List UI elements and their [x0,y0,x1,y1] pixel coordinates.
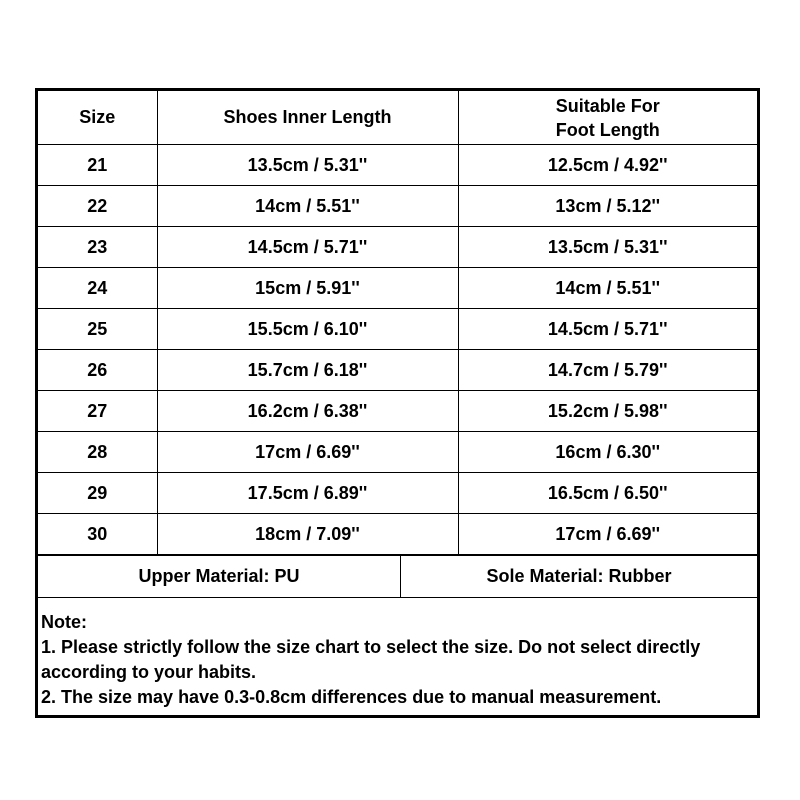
size-cell: 29 [38,473,157,514]
foot-length-cell: 16cm / 6.30'' [458,432,757,473]
header-size: Size [38,91,157,145]
table-row [38,514,757,555]
inner-length-cell: 16.2cm / 6.38'' [157,391,458,432]
size-cell: 30 [38,514,157,555]
material-row [38,555,757,598]
foot-length-cell: 14.7cm / 5.79'' [458,350,757,391]
size-table [38,91,757,555]
header-foot-length-line2: Foot Length [555,119,660,140]
foot-length-cell: 16.5cm / 6.50'' [458,473,757,514]
table-row [38,432,757,473]
sole-material: Sole Material: Rubber [486,566,672,586]
note-line-1-continued: according to your habits. [41,662,257,682]
header-foot-length [458,91,757,145]
foot-length-cell: 13.5cm / 5.31'' [458,227,757,268]
table-row [38,391,757,432]
notes-title: Note: [41,612,87,632]
inner-length-cell: 15.5cm / 6.10'' [157,309,458,350]
table-row [38,268,757,309]
foot-length-cell: 14cm / 5.51'' [458,268,757,309]
inner-length-cell: 14.5cm / 5.71'' [157,227,458,268]
table-header-row [38,91,757,145]
size-chart [35,88,760,718]
size-cell: 27 [38,391,157,432]
inner-length-cell: 15.7cm / 6.18'' [157,350,458,391]
foot-length-cell: 14.5cm / 5.71'' [458,309,757,350]
size-cell: 23 [38,227,157,268]
inner-length-cell: 17cm / 6.69'' [157,432,458,473]
inner-length-cell: 14cm / 5.51'' [157,186,458,227]
size-cell: 28 [38,432,157,473]
size-cell: 21 [38,145,157,186]
size-cell: 25 [38,309,157,350]
table-row [38,227,757,268]
table-row [38,186,757,227]
size-cell: 22 [38,186,157,227]
foot-length-cell: 15.2cm / 5.98'' [458,391,757,432]
foot-length-cell: 13cm / 5.12'' [458,186,757,227]
foot-length-cell: 12.5cm / 4.92'' [458,145,757,186]
size-cell: 24 [38,268,157,309]
table-row [38,309,757,350]
notes-section [38,598,757,710]
header-foot-length-line1: Suitable For [555,95,660,116]
note-line-2: 2. The size may have 0.3-0.8cm differences due to manual measurement. [41,687,662,707]
inner-length-cell: 17.5cm / 6.89'' [157,473,458,514]
note-line-1: 1. Please strictly follow the size chart to select the size. Do not select directly [41,637,701,657]
header-inner-length: Shoes Inner Length [157,91,458,145]
inner-length-cell: 18cm / 7.09'' [157,514,458,555]
size-cell: 26 [38,350,157,391]
table-row [38,473,757,514]
table-row [38,145,757,186]
foot-length-cell: 17cm / 6.69'' [458,514,757,555]
inner-length-cell: 13.5cm / 5.31'' [157,145,458,186]
inner-length-cell: 15cm / 5.91'' [157,268,458,309]
upper-material: Upper Material: PU [38,556,401,597]
table-row [38,350,757,391]
